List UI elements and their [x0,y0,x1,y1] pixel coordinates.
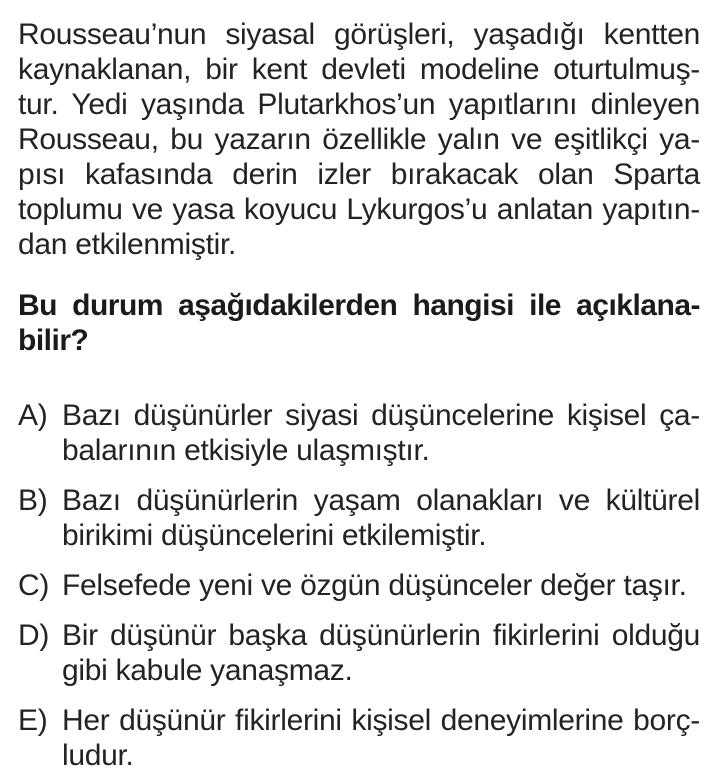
option-letter: A) [18,399,48,432]
option-a[interactable] [18,398,700,468]
option-text-line: gibi kabule yanaşmaz. [62,654,353,687]
option-text-line: Bazı düşünürler siyasi düşüncelerine kişisel ça- [62,399,700,432]
option-text-line: birikimi düşüncelerini etkilemiştir. [62,519,487,552]
option-e[interactable] [18,703,700,773]
passage-line: toplumu ve yasa koyucu Lykurgos’u anlatan yapıtın- [18,193,700,226]
option-text-line: balarının etkisiyle ulaşmıştır. [62,434,430,467]
option-text-line: Her düşünür fikirlerini kişisel deneyimlerine borç- [62,704,700,737]
option-text [62,483,700,553]
question-stem-line: Bu durum aşağıdakilerden hangisi ile açıklana- [18,289,700,322]
passage-line: Rousseau’nun siyasal görüşleri, yaşadığı kentten [18,18,700,51]
option-d[interactable] [18,618,700,688]
passage-line: tur. Yedi yaşında Plutarkhos’un yapıtlarını dinleyen [18,88,700,121]
passage-line: pısı kafasında derin izler bırakacak olan Sparta [18,158,700,191]
option-text [62,398,700,468]
options-list [18,398,700,773]
option-letter: D) [18,619,50,652]
option-letter: E) [18,704,48,737]
passage-line: dan etkilenmiştir. [18,228,237,261]
option-text-line: Bazı düşünürlerin yaşam olanakları ve kültürel [62,484,700,517]
option-text [62,618,700,688]
question-passage [18,17,700,262]
option-c[interactable] [18,568,700,603]
passage-line: Rousseau, bu yazarın özellikle yalın ve eşitlikçi ya- [18,123,700,156]
option-text [62,568,700,603]
question-stem-line: bilir? [18,324,89,357]
option-text [62,703,700,773]
option-b[interactable] [18,483,700,553]
question-stem [18,288,700,358]
option-letter: B) [18,484,48,517]
option-letter: C) [18,569,50,602]
passage-line: kaynaklanan, bir kent devleti modeline oturtulmuş- [18,53,700,86]
option-text-line: Felsefede yeni ve özgün düşünceler değer taşır. [62,569,687,602]
option-text-line: ludur. [62,739,134,772]
option-text-line: Bir düşünür başka düşünürlerin fikirlerini olduğu [62,619,700,652]
